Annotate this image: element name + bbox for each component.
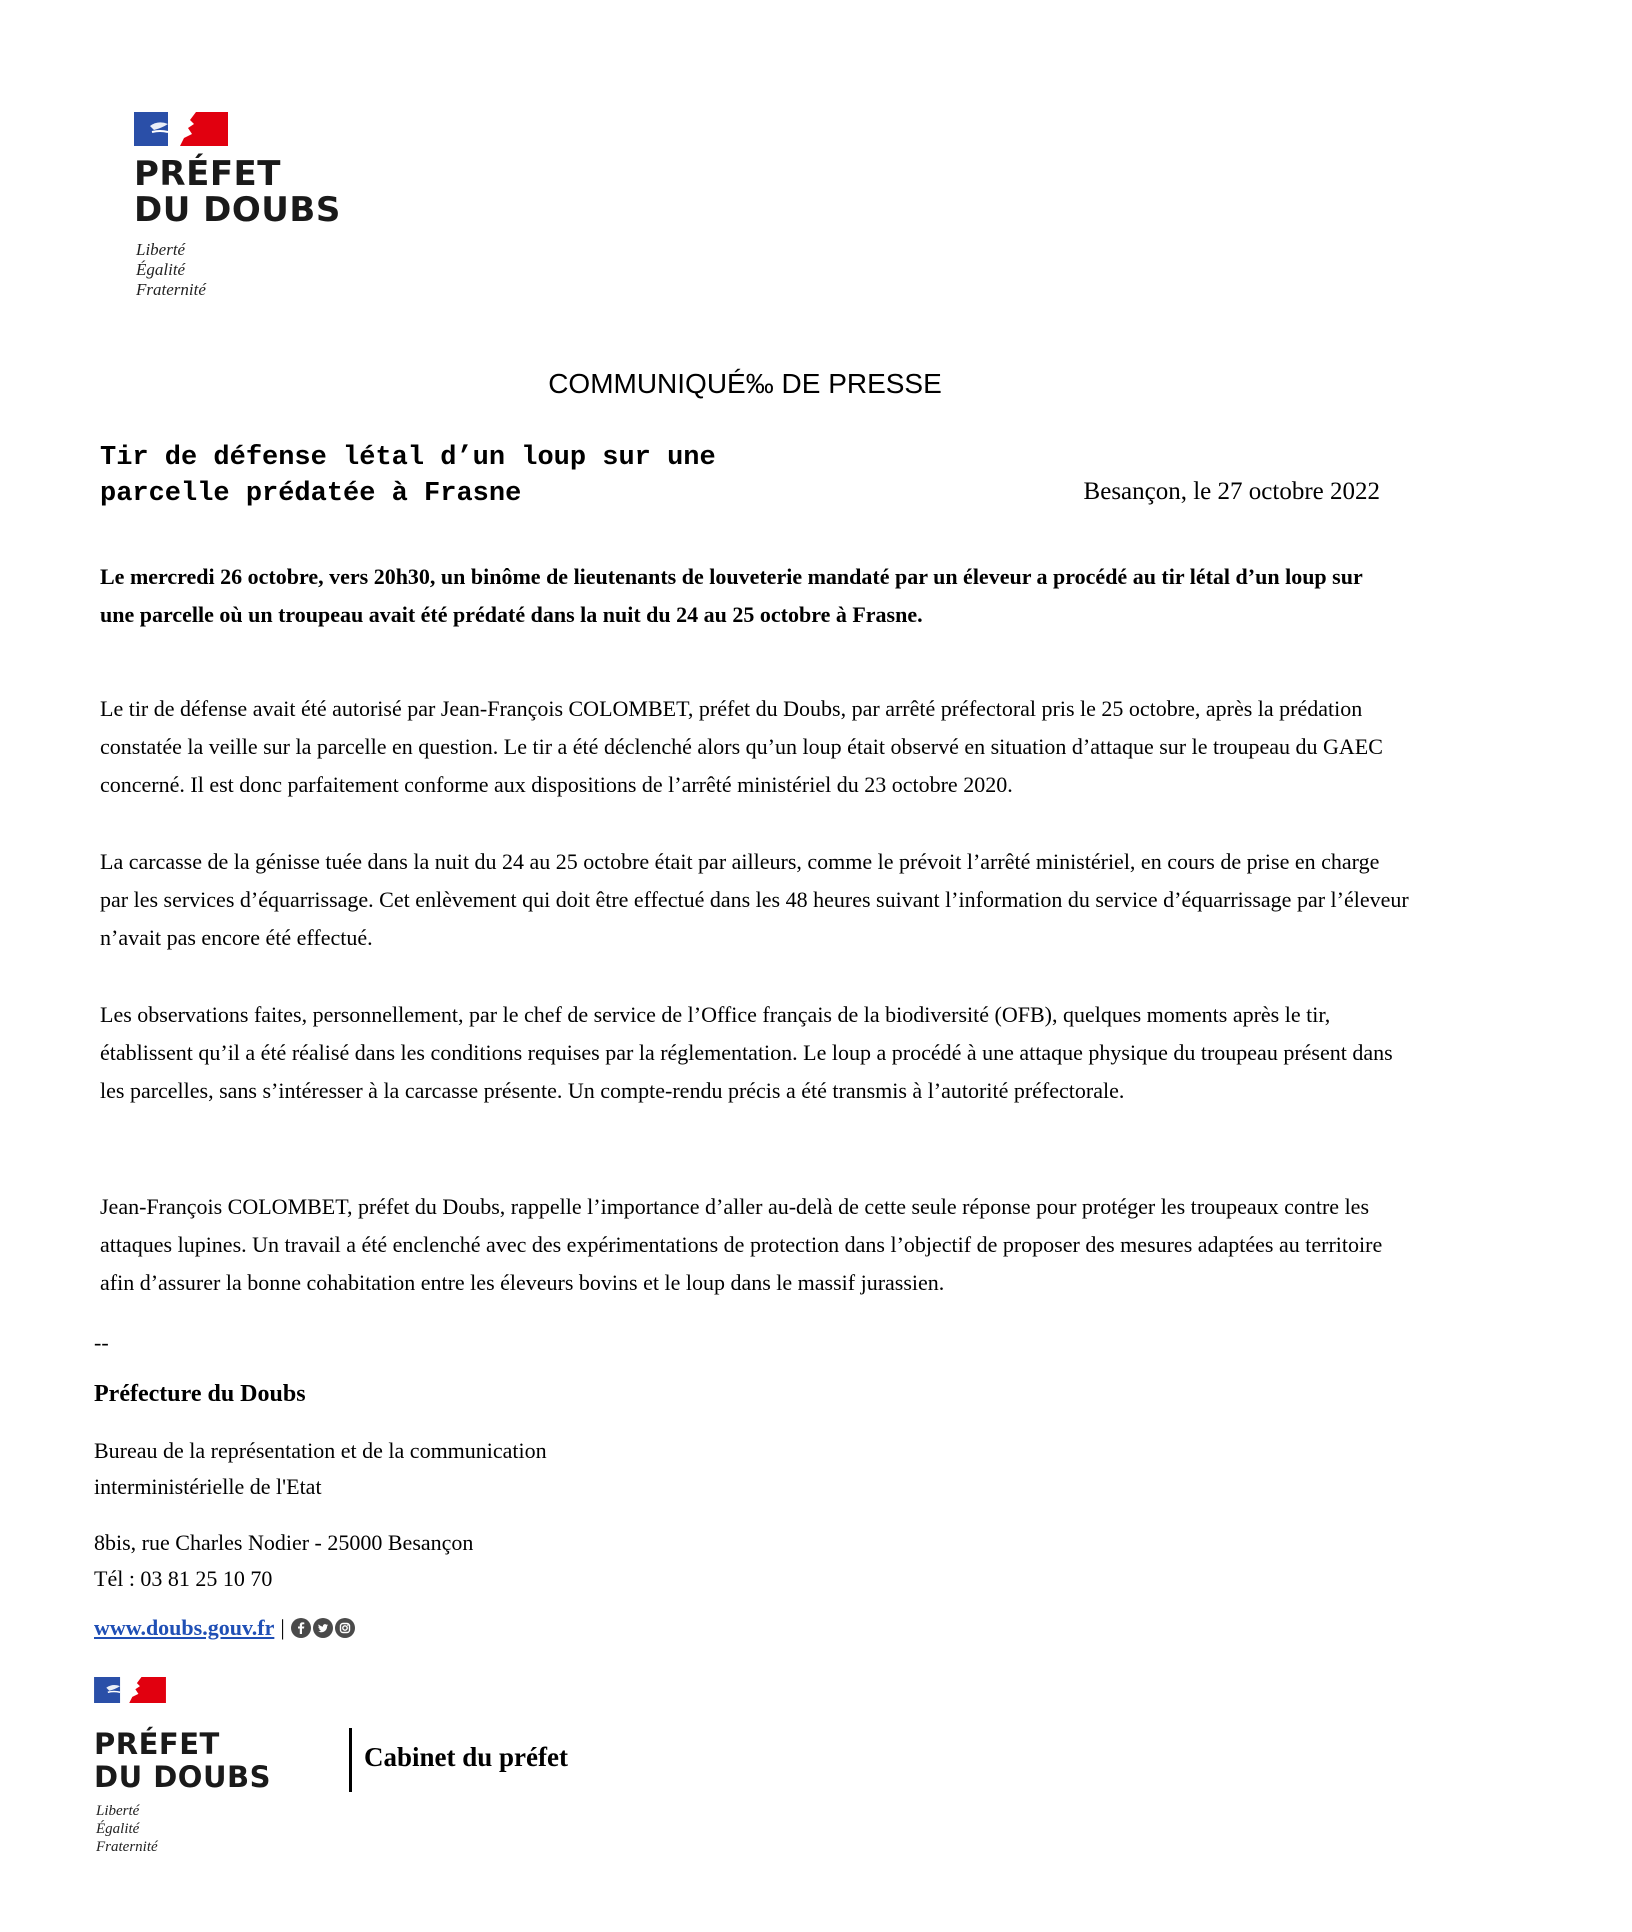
logo-wordmark — [134, 156, 341, 228]
document-kind: COMMUNIQUÉ‰ DE PRESSE — [548, 368, 942, 399]
signature-separator: -- — [94, 1330, 109, 1355]
website-link[interactable]: www.doubs.gouv.fr — [94, 1615, 275, 1640]
logo-wordmark — [94, 1728, 271, 1794]
website-separator: | — [280, 1615, 285, 1640]
motto-egalite: Égalité — [96, 1821, 140, 1837]
phone-line: Tél : 03 81 25 10 70 — [94, 1566, 273, 1591]
logo-line-1: PRÉFET — [94, 1727, 220, 1761]
headline-line-2: parcelle prédatée à Frasne — [100, 479, 522, 509]
prefet-logo-top — [134, 112, 341, 299]
contact-address — [94, 1525, 654, 1597]
cabinet-divider — [349, 1728, 352, 1792]
motto-liberte: Liberté — [136, 240, 186, 259]
marianne-flag-icon — [134, 112, 228, 146]
place-date: Besançon, le 27 octobre 2022 — [1083, 478, 1380, 505]
office-line-1: Bureau de la représentation et de la communication — [94, 1438, 547, 1463]
logo-line-2: DU DOUBS — [94, 1760, 271, 1794]
body-paragraph-4: Jean-François COLOMBET, préfet du Doubs, rappelle l’importance d’aller au-delà de cette seule réponse pour protéger les troupeaux contre les attaques lupines. Un travail a été enclenché avec des expérimentations de protection dans l’objectif de proposer des mesures adaptées au territoire afin d’assurer la bonne cohabitation entre les éleveurs bovins et le loup dans le massif jurassien. — [100, 1194, 1383, 1295]
twitter-icon[interactable] — [313, 1618, 333, 1638]
logo-line-2: DU DOUBS — [134, 190, 341, 230]
body-paragraph-1: Le tir de défense avait été autorisé par Jean-François COLOMBET, préfet du Doubs, par arrêté préfectoral pris le 25 octobre, après la prédation constatée la veille sur la parcelle en question. Le tir a été déclenché alors qu’un loup était observé en situation d’attaque sur le troupeau du GAEC concerné. Il est donc parfaitement conforme aux dispositions de l’arrêté ministériel du 23 octobre 2020. — [100, 696, 1383, 797]
logo-line-1: PRÉFET — [134, 154, 281, 194]
office-line-2: interministérielle de l'Etat — [94, 1474, 322, 1499]
body-paragraph-3: Les observations faites, personnellement, par le chef de service de l’Office français de la biodiversité (OFB), quelques moments après le tir, établissent qu’il a été réalisé dans les conditions requises par la réglementation. Le loup a procédé à une attaque physique du troupeau présent dans les parcelles, sans s’intéresser à la carcasse présente. Un compte-rendu précis a été transmis à l’autorité préfectorale. — [100, 1002, 1393, 1103]
marianne-flag-icon — [94, 1677, 166, 1703]
address-line: 8bis, rue Charles Nodier - 25000 Besançon — [94, 1530, 474, 1555]
office-name — [94, 1433, 654, 1505]
body-paragraph-2: La carcasse de la génisse tuée dans la nuit du 24 au 25 octobre était par ailleurs, comme le prévoit l’arrêté ministériel, en cours de prise en charge par les services d’équarrissage. Cet enlèvement qui doit être effectué dans les 48 heures suivant l’information du service d’équarrissage par l’éleveur n’avait pas encore été effectué. — [100, 849, 1409, 950]
lead-paragraph: Le mercredi 26 octobre, vers 20h30, un binôme de lieutenants de louveterie mandaté par un éleveur a procédé au tir létal d’un loup sur une parcelle où un troupeau avait été prédaté dans la nuit du 24 au 25 octobre à Frasne. — [100, 564, 1363, 627]
logo-motto — [96, 1802, 158, 1856]
facebook-icon[interactable] — [291, 1618, 311, 1638]
headline — [100, 440, 860, 512]
motto-egalite: Égalité — [136, 260, 186, 279]
motto-fraternite: Fraternité — [96, 1839, 158, 1855]
prefet-logo-bottom — [94, 1677, 271, 1855]
logo-motto — [136, 240, 206, 300]
cabinet-name: Cabinet du préfet — [364, 1742, 568, 1772]
headline-line-1: Tir de défense létal d’un loup sur une — [100, 443, 716, 473]
org-name: Préfecture du Doubs — [94, 1381, 306, 1407]
motto-liberte: Liberté — [96, 1803, 140, 1819]
website-line — [94, 1612, 357, 1644]
motto-fraternite: Fraternité — [136, 280, 206, 299]
instagram-icon[interactable] — [335, 1618, 355, 1638]
